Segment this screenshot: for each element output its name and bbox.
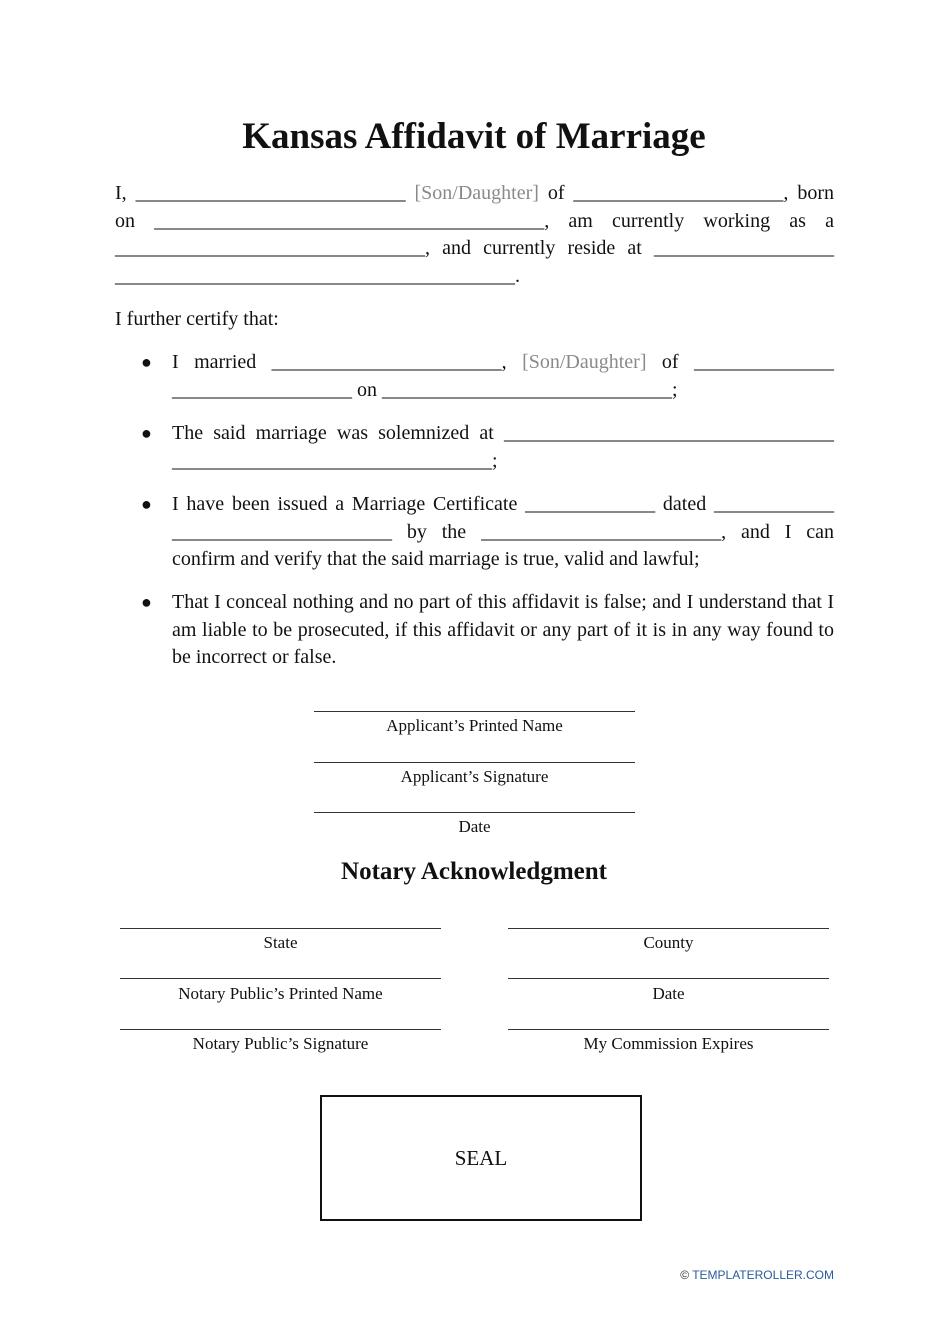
notary-printed-name-line[interactable]: [120, 978, 441, 979]
commission-expires-line[interactable]: [508, 1029, 829, 1030]
married-relation-placeholder: [Son/Daughter]: [522, 351, 647, 373]
notary-signature-label: Notary Public’s Signature: [192, 1034, 369, 1053]
certify-line: I further certify that:: [115, 308, 279, 330]
notary-printed-name-label: Notary Public’s Printed Name: [178, 984, 383, 1003]
footer-site-link[interactable]: TEMPLATEROLLER.COM: [692, 1268, 834, 1282]
applicant-name-label: Applicant’s Printed Name: [386, 716, 563, 735]
document-title: Kansas Affidavit of Marriage: [242, 116, 706, 157]
married-text-2: of ______________ __________________ on _____________________________;: [172, 351, 834, 401]
notary-signature-line[interactable]: [120, 1029, 441, 1030]
state-label: State: [263, 933, 298, 952]
bullet-icon: ●: [141, 494, 152, 514]
applicant-date-label: Date: [458, 817, 491, 836]
applicant-name-line[interactable]: [314, 711, 635, 712]
copyright-icon: ©: [680, 1268, 690, 1282]
footer-credit: [680, 1268, 834, 1282]
applicant-signature-line[interactable]: [314, 762, 635, 763]
notary-date-label: Date: [652, 984, 685, 1003]
notary-date-line[interactable]: [508, 978, 829, 979]
seal-box: [320, 1095, 642, 1221]
applicant-date-line[interactable]: [314, 812, 635, 813]
seal-label: SEAL: [454, 1145, 508, 1170]
intro-text-2: of _____________________, born on _______________________________________, am currently working as a _______________________________, and currently reside at __________________ ________________________________________.: [115, 182, 834, 287]
bullet-icon: ●: [141, 352, 152, 372]
bullet-item-conceal: That I conceal nothing and no part of this affidavit is false; and I understand that I am liable to be prosecuted, if this affidavit or any part of it is in any way found to be incorrect or false.: [172, 591, 834, 668]
state-line[interactable]: [120, 928, 441, 929]
county-label: County: [643, 933, 694, 952]
intro-relation-placeholder: [Son/Daughter]: [414, 182, 539, 204]
bullet-item-certificate: I have been issued a Marriage Certificate _____________ dated ____________ ______________________ by the ________________________, and I can confirm and verify that the said marriage is true, valid and lawful;: [172, 493, 834, 570]
commission-expires-label: My Commission Expires: [583, 1034, 754, 1053]
applicant-signature-label: Applicant’s Signature: [400, 767, 549, 786]
notary-heading: Notary Acknowledgment: [341, 858, 607, 885]
county-line[interactable]: [508, 928, 829, 929]
bullet-icon: ●: [141, 423, 152, 443]
bullet-item-married: [172, 349, 834, 404]
bullet-item-solemnized: The said marriage was solemnized at _________________________________ ________________________________;: [172, 422, 834, 472]
intro-text-1: I, ___________________________: [115, 182, 415, 204]
bullet-icon: ●: [141, 592, 152, 612]
intro-paragraph: [115, 180, 834, 290]
married-text-1: I married _______________________,: [172, 351, 523, 373]
